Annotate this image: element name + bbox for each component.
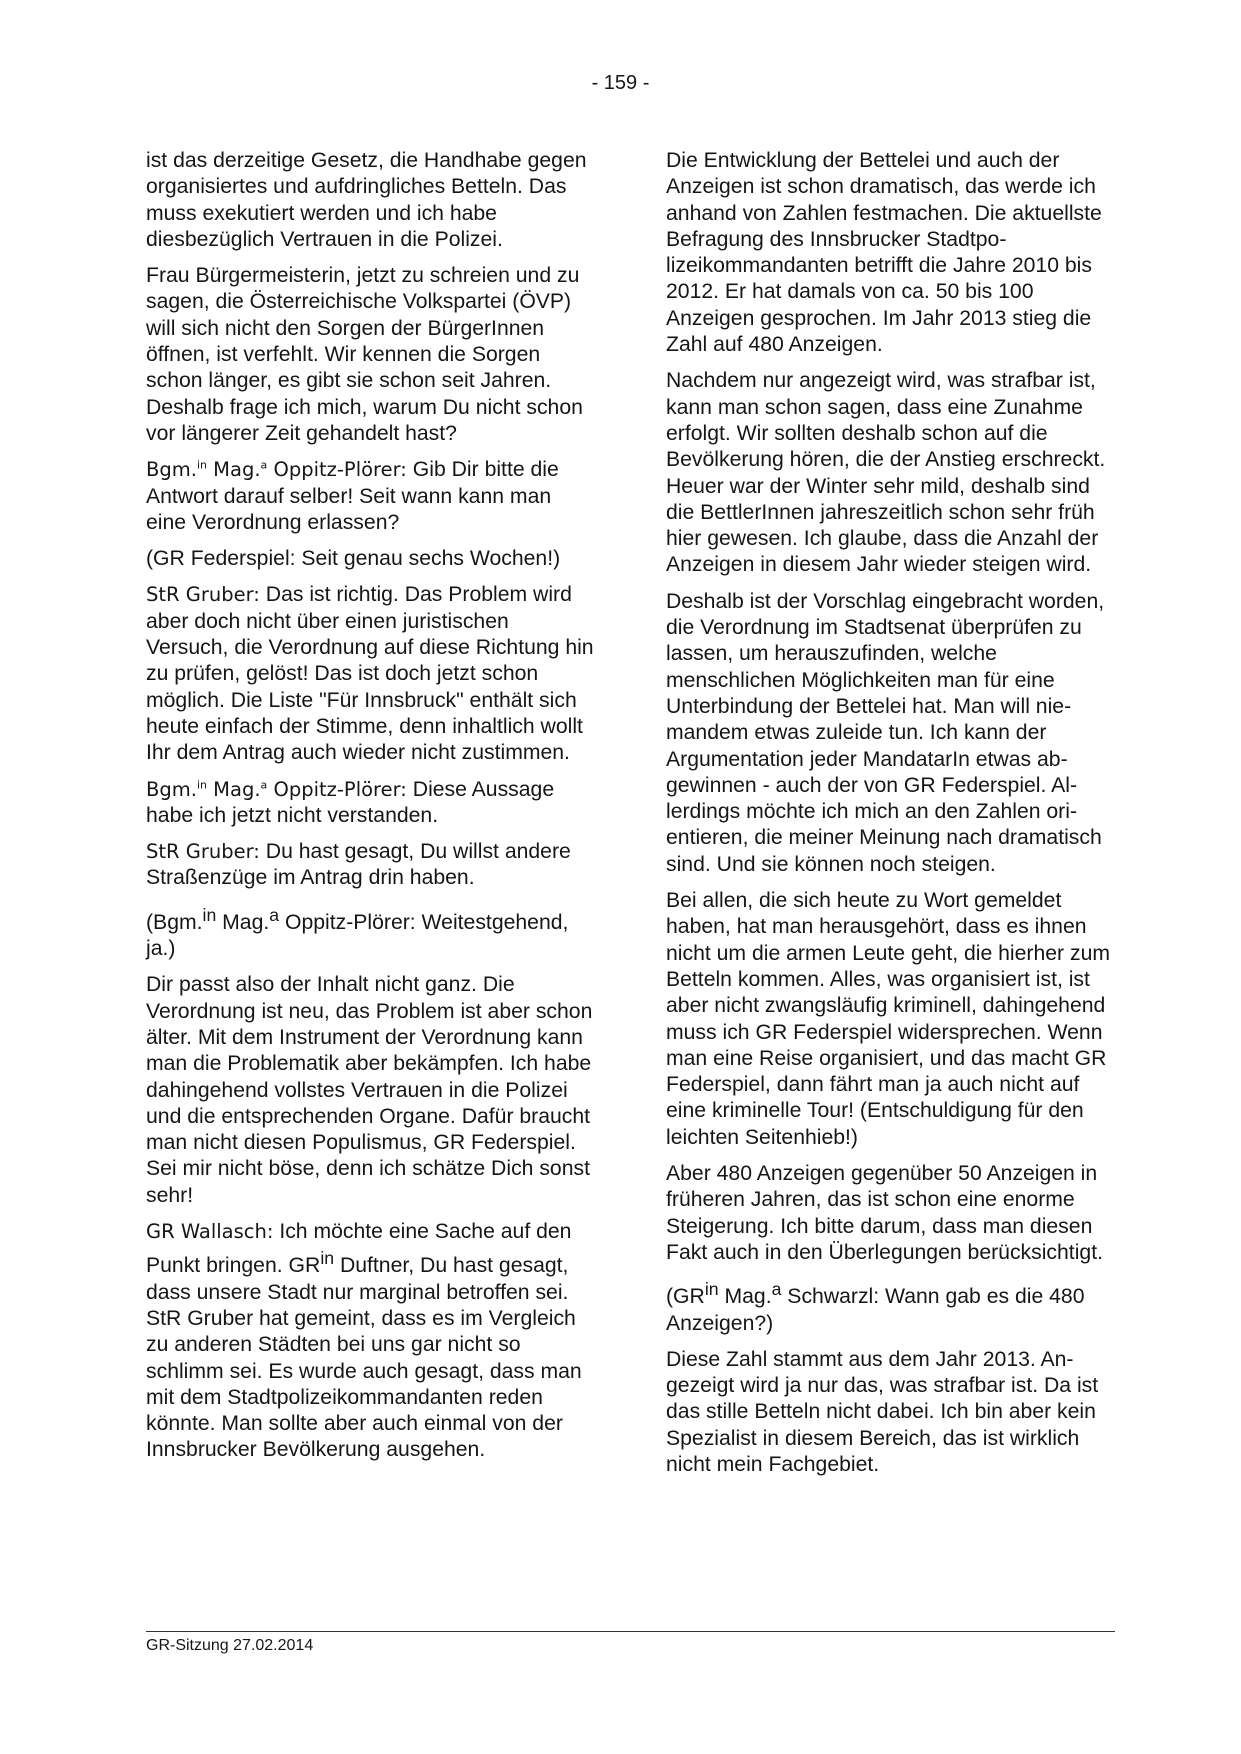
speech-paragraph bbox=[146, 777, 596, 830]
speech-text: Diese Aussage habe ich jetzt nicht verstanden. bbox=[146, 777, 555, 827]
speaker-label: Bgm.$^{in}$ Mag.$^a$ Oppitz-Plörer: bbox=[146, 458, 407, 482]
speaker-label: GR Wallasch: bbox=[146, 1220, 274, 1244]
paragraph: Diese Zahl stammt aus dem Jahr 2013. Angezeigt wird ja nur das, was strafbar ist. Da ist das stille Betteln nicht dabei. Ich bin aber kein Spezialist in diesem Bereich, das ist wirklich nicht mein Fachgebiet. bbox=[666, 1347, 1099, 1477]
paragraph: Nachdem nur angezeigt wird, was strafbar ist, kann man schon sagen, dass eine Zunahme erfolgt. Wir sollten deshalb schon auf die Bevölkerung hören, die der Anstieg erschreckt. Heuer war der Winter sehr mild, deshalb sind die BettlerInnen jahreszeitlich schon sehr früh hier gewesen. Ich glaube, dass die Anzahl der Anzeigen in diesem Jahr wieder steigen wird. bbox=[666, 369, 1106, 577]
speech-paragraph bbox=[146, 457, 596, 536]
page-number: - 159 - bbox=[591, 72, 650, 94]
footer-divider bbox=[146, 1631, 1115, 1632]
paragraph: Dir passt also der Inhalt nicht ganz. Die Verordnung ist neu, das Problem ist aber schon älter. Mit dem Instrument der Verordnung kann man die Problematik aber bekämpfen. Ich habe dahingehend vollstes Vertrauen in die Polizei und die entsprechenden Organe. Dafür braucht man nicht diesen Populismus, GR Federspiel. Sei mir nicht böse, denn ich schätze Dich sonst sehr! bbox=[146, 973, 593, 1207]
paragraph: Aber 480 Anzeigen gegenüber 50 Anzeigen in früheren Jahren, das ist schon eine enorme Steigerung. Ich bitte darum, dass man diesen Fakt auch in den Überlegungen berücksichtigt. bbox=[666, 1161, 1103, 1264]
speech-paragraph bbox=[146, 582, 596, 766]
speech-text: Gib Dir bitte die Antwort darauf selber! Seit wann kann man eine Verordnung erlassen? bbox=[146, 458, 559, 534]
paragraph: Deshalb ist der Vorschlag eingebracht worden, die Verordnung im Stadtsenat überprüfen zu lassen, um herauszufinden, welche menschlichen Möglichkeiten man für eine Unterbindung der Bettelei hat. Man will niemandem etwas zuleide tun. Ich kann der Argumentation jeder MandatarIn etwas abgewinnen - auch der von GR Federspiel. Allerdings möchte ich mich an den Zahlen orientieren, die meiner Meinung nach dramatisch sind. Und sie können noch steigen. bbox=[666, 589, 1105, 876]
interjection: ($GR^{in}$ Mag.$^a$ Schwarzl: Wann gab es die 480 Anzeigen?) bbox=[666, 1279, 1085, 1335]
speech-text: Du hast gesagt, Du willst andere Straßenzüge im Antrag drin haben. bbox=[146, 840, 571, 890]
interjection: (GR Federspiel: Seit genau sechs Wochen!) bbox=[146, 547, 561, 571]
speaker-label: Bgm.$^{in}$ Mag.$^a$ Oppitz-Plörer: bbox=[146, 777, 407, 801]
speaker-label: StR Gruber: bbox=[146, 583, 260, 607]
speech-text: Das ist richtig. Das Problem wird aber doch nicht über einen juristischen Versuch, die Verordnung auf diese Richtung hin zu prüfen, gelöst! Das ist doch jetzt schon möglich. Die Liste "Für Innsbruck" enthält sich heute einfach der Stimme, denn inhaltlich wollt Ihr dem Antrag auch wieder nicht zustimmen. bbox=[146, 583, 594, 765]
paragraph: ist das derzeitige Gesetz, die Handhabe gegen organisiertes und aufdringliches Betteln. Das muss exekutiert werden und ich habe diesbezüglich Vertrauen in die Polizei. bbox=[146, 149, 587, 251]
interjection: (Bgm.$^{in}$ Mag.$^a$ Oppitz-Plörer: Weitestgehend, ja.) bbox=[146, 904, 569, 961]
paragraph: Bei allen, die sich heute zu Wort gemeldet haben, hat man herausgehört, dass es ihnen nicht um die armen Leute geht, die hierher zum Betteln kommen. Alles, was organisiert ist, ist aber nicht zwangsläufig kriminell, dahingehend muss ich GR Federspiel widersprechen. Wenn man eine Reise organisiert, und das macht GR Federspiel, dann fährt man ja auch nicht auf eine kriminelle Tour! (Entschuldigung für den leichten Seitenhieb!) bbox=[666, 889, 1111, 1149]
right-column bbox=[666, 148, 1116, 1488]
speech-paragraph bbox=[146, 839, 596, 892]
speech-paragraph: GR Wallasch: Ich möchte eine Sache auf den Punkt bringen. $GR^{in}$ Duftner, Du hast gesagt, dass unsere Stadt nur marginal betroffen sei. StR Gruber hat gemeint, dass es im Vergleich zu anderen Städten bei uns gar nicht so schlimm sei. Es wurde auch gesagt, dass man mit dem Stadtpolizeikommandanten reden könnte. Man sollte aber auch einmal von der Innsbrucker Bevölkerung ausgehen. bbox=[146, 1220, 582, 1462]
paragraph: Frau Bürgermeisterin, jetzt zu schreien und zu sagen, die Österreichische Volkspartei (ÖVP) will sich nicht den Sorgen der BürgerInnen öffnen, ist verfehlt. Wir kennen die Sorgen schon länger, es gibt sie schon seit Jahren. Deshalb frage ich mich, warum Du nicht schon vor längerer Zeit gehandelt hast? bbox=[146, 264, 583, 445]
left-column bbox=[146, 148, 596, 1474]
paragraph: Die Entwicklung der Bettelei und auch der Anzeigen ist schon dramatisch, das werde ich anhand von Zahlen festmachen. Die aktuellste Befragung des Innsbrucker Stadtpolizeikommandanten betrifft die Jahre 2010 bis 2012. Er hat damals von ca. 50 bis 100 Anzeigen gesprochen. Im Jahr 2013 stieg die Zahl auf 480 Anzeigen. bbox=[666, 149, 1102, 357]
footer-session-date: GR-Sitzung 27.02.2014 bbox=[146, 1637, 314, 1654]
speaker-label: StR Gruber: bbox=[146, 840, 260, 864]
